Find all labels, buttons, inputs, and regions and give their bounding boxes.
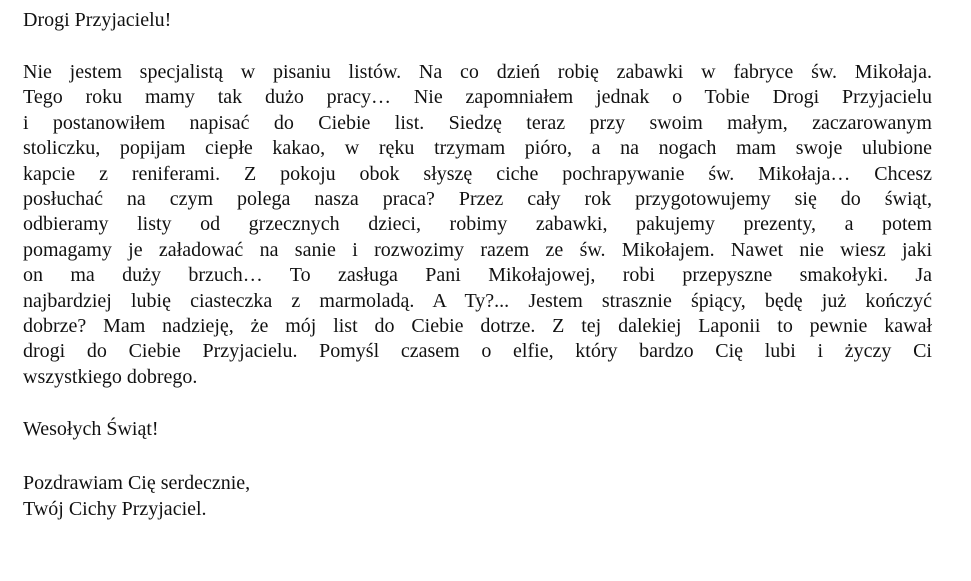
greeting: Drogi Przyjacielu! — [23, 9, 172, 31]
body-line: i postanowiłem napisać do Ciebie list. Siedzę teraz przy swoim małym, zaczarowanym — [23, 111, 932, 134]
closing — [23, 470, 932, 522]
body-line: kapcie z reniferami. Z pokoju obok słyszę ciche pochrapywanie św. Mikołaja… Chcesz — [23, 162, 932, 185]
closing-regards: Pozdrawiam Cię serdecznie, — [23, 472, 251, 495]
body-line: stoliczku, popijam ciepłe kakao, w ręku trzymam pióro, a na nogach mam swoje ulubione — [23, 137, 932, 160]
body-line: Tego roku mamy tak dużo pracy… Nie zapomniałem jednak o Tobie Drogi Przyjacielu — [23, 86, 932, 109]
body-line: odbieramy listy od grzecznych dzieci, robimy zabawki, pakujemy prezenty, a potem — [23, 213, 932, 236]
body-line: pomagamy je załadować na sanie i rozwozimy razem ze św. Mikołajem. Nawet nie wiesz jaki — [23, 238, 932, 261]
letter — [23, 8, 932, 522]
body-line-last: wszystkiego dobrego. — [23, 365, 198, 388]
body-line: Nie jestem specjalistą w pisaniu listów. Na co dzień robię zabawki w fabryce św. Mikołaja. — [23, 61, 932, 83]
body-line: dobrze? Mam nadzieję, że mój list do Ciebie dotrze. Z tej dalekiej Laponii to pewnie kawał — [23, 315, 932, 338]
body-line: drogi do Ciebie Przyjacielu. Pomyśl czasem o elfie, który bardzo Cię lubi i życzy Ci — [23, 340, 932, 363]
letter-body — [23, 60, 932, 390]
body-line: najbardziej lubię ciasteczka z marmoladą. A Ty?... Jestem strasznie śpiący, będę już kończyć — [23, 289, 932, 312]
body-line: posłuchać na czym polega nasza praca? Przez cały rok przygotowujemy się do świąt, — [23, 188, 932, 211]
signature: Twój Cichy Przyjaciel. — [23, 498, 207, 521]
body-line: on ma duży brzuch… To zasługa Pani Mikołajowej, robi przepyszne smakołyki. Ja — [23, 264, 932, 287]
holiday-wishes: Wesołych Świąt! — [23, 418, 159, 441]
